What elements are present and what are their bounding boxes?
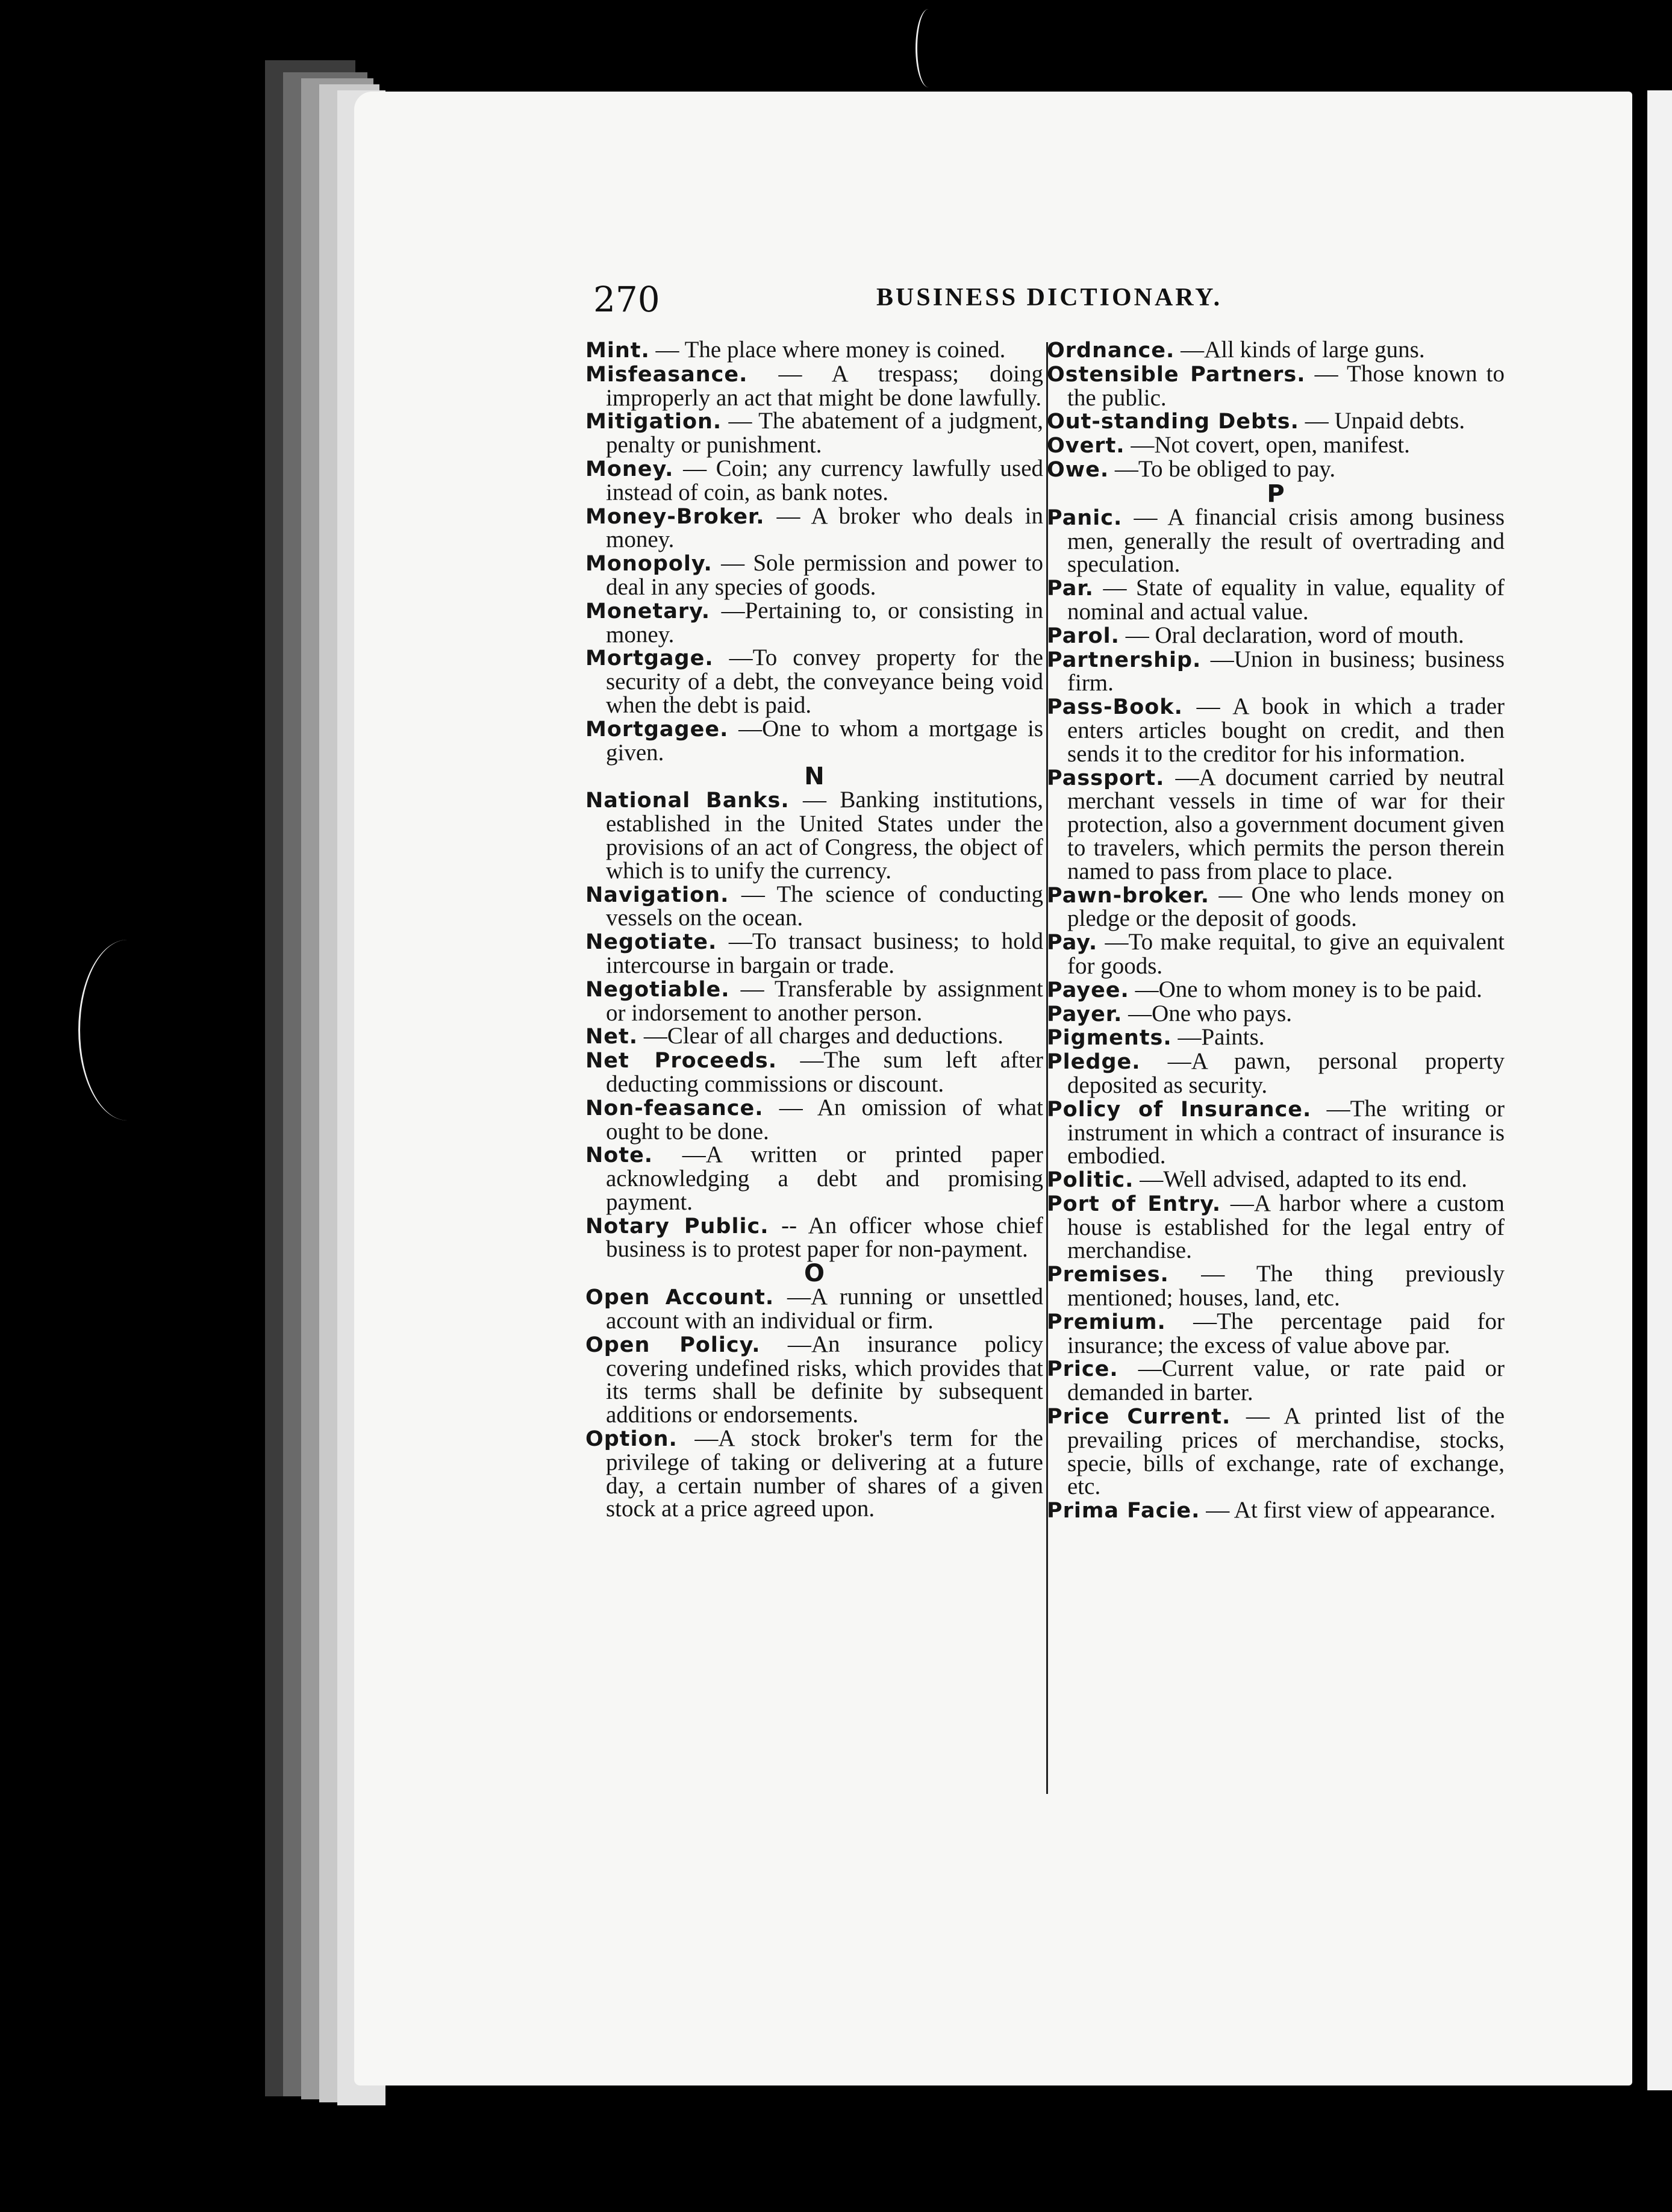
entry-definition: —A stock broker's term for the privilege of taking or delivering at a future day, a certain number of shares of a given stock at a price agreed upon. [606,1425,1043,1522]
entry-term: Price Current. [1047,1405,1231,1429]
entry-term: Negotiate. [585,930,717,955]
entry-term: Pass-Book. [1047,695,1183,720]
entry-term: Ostensible Partners. [1047,362,1306,387]
section-letter-heading: N [804,763,825,791]
section-letter-heading: P [1267,480,1285,508]
entry-term: Mitigation. [585,410,722,434]
dictionary-entry [1047,648,1505,696]
hair-fiber [78,940,176,1120]
entry-definition: — Unpaid debts. [1305,408,1465,434]
dictionary-entry [1047,1357,1505,1405]
entry-definition: — Those known to the public. [1067,360,1505,411]
entry-term: Mint. [585,339,650,363]
dictionary-entry [1047,1192,1505,1263]
entry-term: Out-standing Debts. [1047,410,1299,434]
facing-page-edge [1647,90,1672,2090]
dictionary-entry [1047,506,1505,576]
dictionary-entry [1047,624,1505,648]
entry-definition: — Transferable by assignment or indorsement to another person. [606,975,1043,1026]
entry-definition: — The abatement of a judgment, penalty or punishment. [606,408,1043,458]
dictionary-entry [1047,1499,1505,1523]
entry-definition: — State of equality in value, equality of nominal and actual value. [1067,575,1505,625]
entry-term: Negotiable. [585,977,730,1002]
entry-term: Prima Facie. [1047,1499,1200,1523]
entry-term: Par. [1047,576,1094,601]
dictionary-entry [1047,978,1505,1002]
entry-term: Passport. [1047,766,1165,790]
dictionary-entry [585,1049,1043,1096]
entry-term: Ordnance. [1047,339,1175,363]
dictionary-entry [1047,434,1505,458]
entry-definition: — A broker who deals in money. [606,502,1044,553]
dictionary-entry [585,339,1043,363]
entry-definition: — A book in which a trader enters articles bought on credit, and then sends it to the creditor for his information. [1067,693,1505,767]
entry-definition: —Paints. [1178,1024,1265,1051]
dictionary-entry [1047,881,1505,932]
hair-fiber [916,9,941,87]
dictionary-entry [585,717,1043,765]
entry-definition: —The sum left after deducting commissions or discount. [606,1047,1044,1097]
entry-definition: —The percentage paid for insurance; the excess of value above par. [1067,1308,1505,1358]
entry-definition: — A trespass; doing improperly an act that might be done lawfully. [606,360,1043,411]
entry-term: Open Policy. [585,1333,761,1357]
dictionary-entry [585,1214,1043,1262]
entry-term: Port of Entry. [1047,1192,1221,1216]
entry-definition: —A pawn, personal property deposited as security. [1067,1048,1505,1098]
entry-definition: —One who pays. [1128,1000,1293,1026]
entry-definition: —Not covert, open, manifest. [1131,432,1410,458]
entry-term: National Banks. [585,789,790,813]
dictionary-entry [1047,1168,1505,1192]
entry-definition: — The science of conducting vessels on the ocean. [606,881,1044,931]
entry-definition: — Oral declaration, word of mouth. [1125,622,1464,648]
entry-term: Pigments. [1047,1026,1172,1051]
dictionary-entry [1047,1405,1505,1499]
dictionary-entry [585,1427,1043,1521]
entry-definition: — Banking institutions, established in the United States under the provisions of an act of Congress, the object of which is to unify the currency. [606,787,1043,884]
entry-term: Partnership. [1047,648,1202,672]
dictionary-entry [1047,695,1505,766]
dictionary-entry [1047,1002,1505,1026]
section-letter-heading: O [803,1260,825,1288]
dictionary-entry [585,789,1043,883]
dictionary-entry [1047,1310,1505,1358]
dictionary-entry [1047,455,1505,482]
dictionary-entry [585,410,1043,457]
entry-definition: — The thing previously mentioned; houses, land, etc. [1067,1261,1505,1311]
entry-term: Note. [585,1143,654,1168]
entry-definition: —Current value, or rate paid or demanded in barter. [1067,1355,1505,1406]
entry-definition: —One to whom money is to be paid. [1135,976,1482,1002]
entry-definition: —The writing or instrument in which a contract of insurance is embodied. [1067,1095,1505,1169]
dictionary-entry [585,1333,1043,1427]
dictionary-entry [1047,410,1505,434]
dictionary-entry [585,1286,1043,1333]
dictionary-entry [585,599,1043,647]
entry-term: Overt. [1047,434,1125,458]
entry-term: Premium. [1047,1310,1166,1334]
entry-term: Owe. [1047,457,1109,482]
entry-term: Money-Broker. [585,504,765,529]
entry-definition: —A written or printed paper acknowledging a debt and promising payment. [606,1142,1044,1215]
entry-definition: —Clear of all charges and deductions. [643,1023,1003,1049]
dictionary-entry [585,975,1043,1026]
entry-term: Premises. [1047,1263,1169,1287]
entry-term: Mortgage. [585,646,714,671]
entry-term: Money. [585,457,674,481]
entry-term: Pledge. [1047,1050,1141,1075]
entry-definition: — Coin; any currency lawfully used instead of coin, as bank notes. [606,455,1044,505]
entry-definition: —Well advised, adapted to its end. [1140,1166,1468,1193]
dictionary-entry [1047,576,1505,624]
dictionary-entry [585,1096,1043,1144]
entry-definition: —A running or unsettled account with an individual or firm. [606,1284,1043,1334]
right-column [1047,339,1505,1523]
entry-term: Policy of Insurance. [1047,1097,1312,1122]
entry-definition: —To make requital, to give an equivalent for goods. [1067,929,1505,979]
dictionary-entry [1047,360,1505,411]
entry-term: Pay. [1047,931,1098,955]
entry-term: Misfeasance. [585,362,748,387]
entry-definition: — At first view of appearance. [1206,1497,1496,1523]
dictionary-entry [585,360,1043,411]
entry-term: Pawn-broker. [1047,883,1210,908]
entry-definition: — One who lends money on pledge or the deposit of goods. [1067,881,1505,932]
entry-definition: —Union in business; business firm. [1067,646,1505,696]
entry-term: Net. [585,1025,638,1049]
entry-definition: — The place where money is coined. [655,337,1006,363]
dictionary-entry [1047,1263,1505,1310]
dictionary-entry [1047,931,1505,978]
dictionary-entry [585,646,1043,717]
entry-term: Payee. [1047,978,1129,1002]
entry-term: Politic. [1047,1168,1134,1193]
dictionary-entry [585,502,1044,553]
entry-term: Notary Public. [585,1214,769,1239]
entry-definition: — Sole permission and power to deal in any species of goods. [606,550,1043,600]
entry-term: Price. [1047,1357,1118,1382]
entry-term: Option. [585,1427,678,1452]
entry-term: Mortgagee. [585,717,729,742]
dictionary-entry [1047,1095,1505,1169]
dictionary-entry [585,883,1043,931]
entry-term: Open Account. [585,1286,775,1310]
dictionary-entry [1047,766,1505,884]
entry-term: Monopoly. [585,552,713,576]
dictionary-entry [585,1025,1043,1049]
entry-definition: —One to whom a mortgage is given. [606,715,1043,766]
page-number: 270 [593,279,660,320]
dictionary-entry [585,552,1043,599]
entry-definition: -- An officer whose chief business is to protest paper for non-payment. [606,1212,1043,1263]
entry-definition: —To transact business; to hold intercourse in bargain or trade. [606,928,1043,978]
entry-term: Non-feasance. [585,1096,764,1120]
entry-definition: —An insurance policy covering undefined risks, which provides that its terms shall be definite by subsequent additions or endorsements. [606,1331,1043,1428]
entry-term: Net Proceeds. [585,1049,778,1073]
entry-definition: —All kinds of large guns. [1181,337,1425,363]
dictionary-entry [585,1143,1043,1214]
entry-term: Panic. [1047,505,1123,530]
entry-term: Payer. [1047,1002,1123,1026]
dictionary-entry [1047,1026,1505,1050]
entry-definition: —A document carried by neutral merchant vessels in time of war for their protection, also a government document given to travelers, which permits the person therein named to pass from place to place. [1067,764,1505,884]
entry-definition: —To convey property for the security of a debt, the conveyance being void when the debt is paid. [606,645,1043,718]
dictionary-entry [585,930,1043,978]
entry-definition: —A harbor where a custom house is established for the legal entry of merchandise. [1067,1190,1505,1264]
entry-definition: — A printed list of the prevailing prices of merchandise, stocks, specie, bills of exchange, rate of exchange, etc. [1067,1403,1505,1500]
left-column [585,339,1043,1521]
entry-definition: — A financial crisis among business men, generally the result of overtrading and speculation. [1067,504,1505,578]
entry-definition: —To be obliged to pay. [1114,455,1336,482]
entry-term: Parol. [1047,623,1120,648]
running-head: BUSINESS DICTIONARY. [876,284,1223,311]
dictionary-entry [585,457,1043,505]
entry-term: Navigation. [585,883,729,907]
dictionary-entry [1047,339,1505,363]
dictionary-entry [1047,1050,1505,1098]
entry-definition: —Pertaining to, or consisting in money. [606,597,1043,648]
entry-definition: — An omission of what ought to be done. [606,1094,1044,1145]
entry-term: Monetary. [585,599,711,623]
